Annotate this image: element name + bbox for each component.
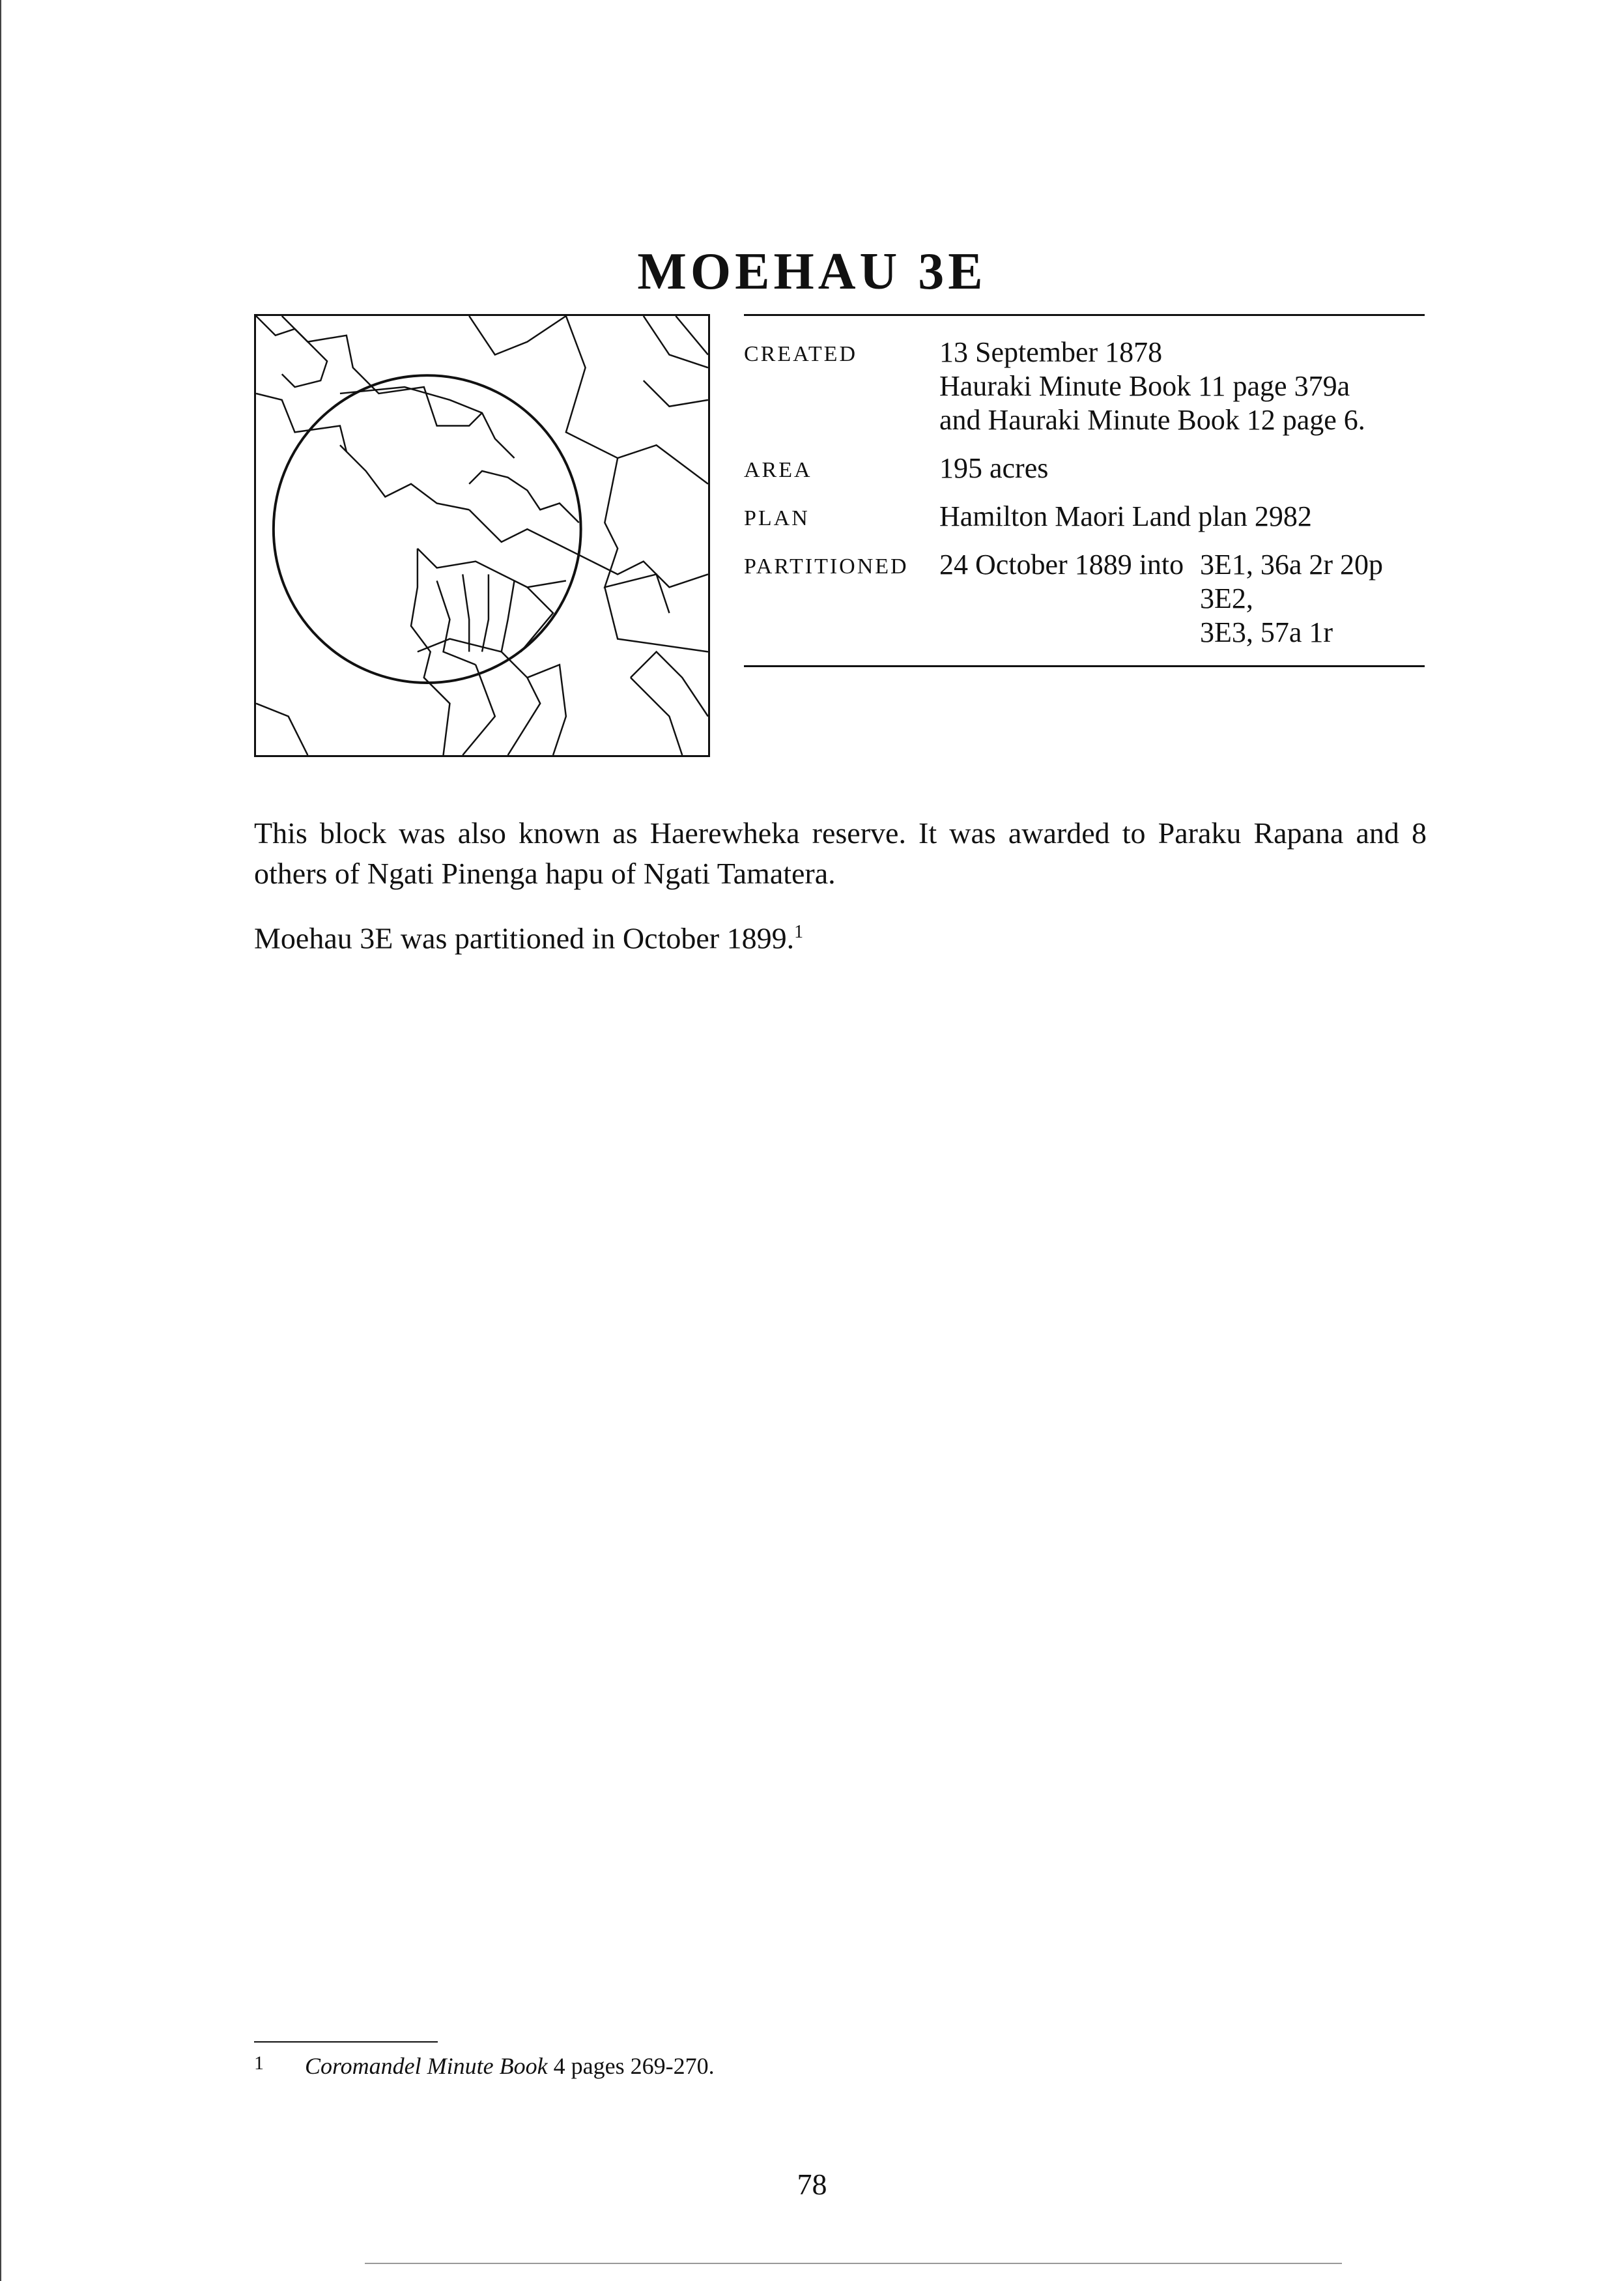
page-title: MOEHAU 3E [637, 242, 987, 300]
area-value: 195 acres [939, 452, 1049, 484]
partitioned-value [939, 548, 1383, 650]
partition-item: 3E3, 57a 1r [1200, 616, 1333, 648]
footnote-divider [254, 2041, 438, 2043]
plan-label: PLAN [744, 506, 810, 530]
created-value [939, 336, 1365, 437]
created-line: and Hauraki Minute Book 12 page 6. [939, 404, 1365, 436]
body-text [254, 813, 1427, 977]
created-line: Hauraki Minute Book 11 page 379a [939, 370, 1350, 402]
location-map [254, 314, 710, 757]
body-paragraph [254, 912, 1427, 958]
area-row [744, 452, 1425, 485]
area-label: AREA [744, 458, 812, 482]
created-line: 13 September 1878 [939, 336, 1163, 368]
footnote-source-detail: 4 pages 269-270. [547, 2053, 715, 2079]
footnote-source-title: Coromandel Minute Book [305, 2053, 548, 2079]
partition-list [1200, 548, 1383, 650]
partitioned-row [744, 548, 1425, 650]
body-paragraph-text: Moehau 3E was partitioned in October 1899. [254, 921, 795, 955]
created-row [744, 336, 1425, 437]
block-details-table [744, 314, 1425, 667]
partition-item: 3E2, [1200, 582, 1253, 614]
partitioned-date: 24 October 1889 into [939, 549, 1184, 581]
partitioned-label: PARTITIONED [744, 554, 909, 579]
partition-item: 3E1, 36a 2r 20p [1200, 549, 1384, 581]
page-edge-line [0, 0, 1, 2281]
created-label: CREATED [744, 342, 857, 366]
body-paragraph: This block was also known as Haerewheka reserve. It was awarded to Paraku Rapana and 8 others of Ngati Pinenga hapu of Ngati Tamatera. [254, 816, 1427, 890]
plan-row [744, 500, 1425, 534]
page-number: 78 [797, 2168, 827, 2201]
footnote [254, 2052, 715, 2080]
footnote-reference[interactable]: 1 [794, 922, 804, 942]
highlight-circle [274, 375, 581, 683]
plan-value: Hamilton Maori Land plan 2982 [939, 500, 1312, 532]
map-drawing [256, 316, 708, 755]
footnote-text [305, 2052, 715, 2080]
scan-bottom-line [365, 2263, 1342, 2264]
footnote-number: 1 [254, 2052, 264, 2074]
